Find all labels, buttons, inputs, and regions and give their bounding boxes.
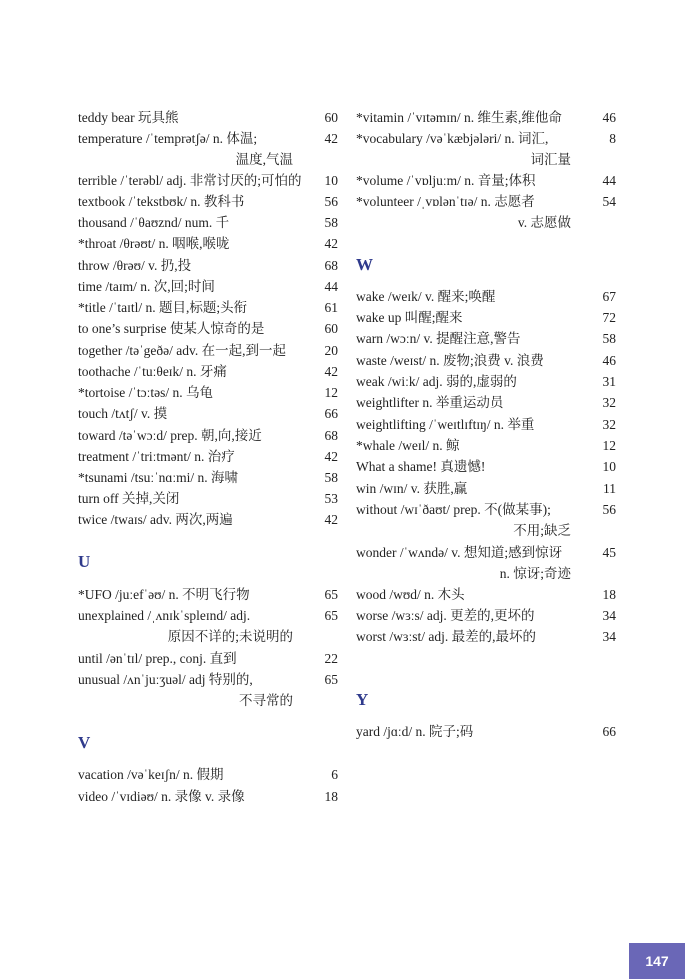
glossary-entry [78, 605, 338, 647]
glossary-entry [78, 446, 338, 467]
glossary-entry [78, 107, 338, 128]
entry-page: 42 [324, 364, 338, 379]
entry-continuation: 不寻常的 [239, 693, 293, 708]
entry-term: wake up 叫醒;醒来 [356, 310, 463, 325]
entry-page: 66 [602, 724, 616, 739]
entry-term: temperature /ˈtemprətʃə/ n. 体温; [78, 131, 258, 146]
entry-page: 72 [602, 310, 616, 325]
entry-page: 18 [602, 587, 616, 602]
entry-term: wood /wʊd/ n. 木头 [356, 587, 465, 602]
glossary-entry [78, 764, 338, 785]
entry-term: win /wɪn/ v. 获胜,赢 [356, 481, 468, 496]
entry-term: weightlifting /ˈweɪtlɪftɪŋ/ n. 举重 [356, 417, 535, 432]
entry-page: 66 [324, 406, 338, 421]
entry-page: 56 [324, 194, 338, 209]
glossary-entry [78, 786, 338, 807]
glossary-entry [78, 467, 338, 488]
entry-continuation: 温度,气温 [235, 152, 293, 167]
glossary-entry [356, 328, 616, 349]
entry-term: *whale /weɪl/ n. 鲸 [356, 438, 460, 453]
entry-page: 8 [609, 131, 616, 146]
section-letter-w: W [356, 255, 373, 274]
entry-term: time /taɪm/ n. 次,回;时间 [78, 279, 215, 294]
entry-term: weak /wiːk/ adj. 弱的,虚弱的 [356, 374, 517, 389]
glossary-entry [78, 361, 338, 382]
entry-page: 44 [602, 173, 616, 188]
glossary-entry [78, 648, 338, 669]
entry-page: 42 [324, 236, 338, 251]
glossary-entry [78, 382, 338, 403]
entry-page: 42 [324, 449, 338, 464]
glossary-entry [78, 340, 338, 361]
entry-term: *volunteer /ˌvɒlənˈtɪə/ n. 志愿者 [356, 194, 535, 209]
entry-term: *title /ˈtaɪtl/ n. 题目,标题;头衔 [78, 300, 248, 315]
entry-term: unusual /ʌnˈjuːʒuəl/ adj 特别的, [78, 672, 253, 687]
glossary-entry [78, 276, 338, 297]
entry-term: wonder /ˈwʌndə/ v. 想知道;感到惊讶 [356, 545, 563, 560]
entry-term: *vocabulary /vəˈkæbjələri/ n. 词汇, [356, 131, 549, 146]
glossary-entry [356, 107, 616, 128]
entry-continuation: n. 惊讶;奇迹 [499, 566, 571, 581]
glossary-entry [356, 499, 616, 541]
entry-term: *vitamin /ˈvɪtəmɪn/ n. 维生素,维他命 [356, 110, 562, 125]
entry-term: treatment /ˈtriːtmənt/ n. 治疗 [78, 449, 235, 464]
entry-term: video /ˈvɪdiəʊ/ n. 录像 v. 录像 [78, 789, 245, 804]
entry-page: 32 [602, 395, 616, 410]
entry-term: yard /jɑːd/ n. 院子;码 [356, 724, 474, 739]
entry-page: 60 [324, 110, 338, 125]
entry-page: 18 [324, 789, 338, 804]
entry-term: turn off 关掉,关闭 [78, 491, 180, 506]
entry-page: 56 [602, 502, 616, 517]
entry-term: unexplained /ˌʌnɪkˈspleɪnd/ adj. [78, 608, 251, 623]
glossary-entry [78, 170, 338, 191]
entry-page: 32 [602, 417, 616, 432]
glossary-entry [78, 584, 338, 605]
entry-term: toothache /ˈtuːθeɪk/ n. 牙痛 [78, 364, 227, 379]
entry-term: *tortoise /ˈtɔːtəs/ n. 乌龟 [78, 385, 213, 400]
entry-page: 42 [324, 512, 338, 527]
glossary-entry [78, 318, 338, 339]
entry-page: 65 [324, 672, 338, 687]
entry-term: waste /weɪst/ n. 废物;浪费 v. 浪费 [356, 353, 544, 368]
glossary-entry [356, 392, 616, 413]
glossary-entry [78, 255, 338, 276]
section-letter-v: V [78, 733, 91, 752]
entry-term: until /ənˈtɪl/ prep., conj. 直到 [78, 651, 237, 666]
glossary-entry [356, 128, 616, 170]
entry-term: vacation /vəˈkeɪʃn/ n. 假期 [78, 767, 224, 782]
entry-page: 45 [602, 545, 616, 560]
glossary-entry [78, 509, 338, 530]
entry-term: worst /wɜːst/ adj. 最差的,最坏的 [356, 629, 537, 644]
entry-page: 34 [602, 629, 616, 644]
entry-page: 67 [602, 289, 616, 304]
glossary-entry [78, 425, 338, 446]
page-number: 147 [629, 943, 685, 979]
entry-term: *UFO /juːefˈəʊ/ n. 不明飞行物 [78, 587, 250, 602]
entry-term: without /wɪˈðaʊt/ prep. 不(做某事); [356, 502, 551, 517]
entry-page: 20 [324, 343, 338, 358]
entry-term: *volume /ˈvɒljuːm/ n. 音量;体积 [356, 173, 536, 188]
entry-continuation: 词汇量 [530, 152, 571, 167]
entry-page: 10 [324, 173, 338, 188]
entry-page: 12 [602, 438, 616, 453]
entry-term: twice /twaɪs/ adv. 两次,两遍 [78, 512, 233, 527]
glossary-entry [356, 478, 616, 499]
entry-term: *throat /θrəʊt/ n. 咽喉,喉咙 [78, 236, 230, 251]
entry-term: thousand /ˈθaʊznd/ num. 千 [78, 215, 230, 230]
section-letter-u: U [78, 552, 91, 571]
entry-continuation: 不用;缺乏 [513, 523, 571, 538]
entry-page: 46 [602, 353, 616, 368]
entry-term: wake /weɪk/ v. 醒来;唤醒 [356, 289, 496, 304]
entry-page: 10 [602, 459, 616, 474]
entry-page: 31 [602, 374, 616, 389]
glossary-entry [356, 435, 616, 456]
glossary-entry [356, 371, 616, 392]
glossary-entry [78, 233, 338, 254]
glossary-entry [78, 212, 338, 233]
glossary-entry [356, 350, 616, 371]
glossary-entry [78, 488, 338, 509]
entry-continuation: v. 志愿做 [517, 215, 571, 230]
glossary-entry [78, 128, 338, 170]
entry-page: 11 [603, 481, 616, 496]
entry-page: 53 [324, 491, 338, 506]
entry-term: worse /wɜːs/ adj. 更差的,更坏的 [356, 608, 535, 623]
glossary-entry [356, 542, 616, 584]
entry-page: 42 [324, 131, 338, 146]
entry-term: toward /təˈwɔːd/ prep. 朝,向,接近 [78, 428, 262, 443]
entry-page: 6 [331, 767, 338, 782]
glossary-entry [356, 456, 616, 477]
entry-page: 65 [324, 608, 338, 623]
entry-term: terrible /ˈterəbl/ adj. 非常讨厌的;可怕的 [78, 173, 302, 188]
glossary-entry [356, 191, 616, 233]
glossary-entry [356, 605, 616, 626]
glossary-entry [78, 403, 338, 424]
entry-term: weightlifter n. 举重运动员 [356, 395, 504, 410]
entry-continuation: 原因不详的;未说明的 [167, 629, 293, 644]
entry-term: to one’s surprise 使某人惊奇的是 [78, 321, 265, 336]
entry-page: 65 [324, 587, 338, 602]
section-letter-y: Y [356, 690, 369, 709]
entry-page: 61 [324, 300, 338, 315]
entry-page: 58 [324, 215, 338, 230]
entry-page: 54 [602, 194, 616, 209]
entry-term: warn /wɔːn/ v. 提醒注意,警告 [356, 331, 521, 346]
glossary-entry [356, 626, 616, 647]
entry-page: 34 [602, 608, 616, 623]
entry-term: *tsunami /tsuːˈnɑːmi/ n. 海啸 [78, 470, 239, 485]
entry-page: 60 [324, 321, 338, 336]
glossary-entry [78, 191, 338, 212]
glossary-entry [356, 721, 616, 742]
entry-term: together /təˈgeðə/ adv. 在一起,到一起 [78, 343, 286, 358]
entry-page: 22 [324, 651, 338, 666]
glossary-entry [356, 414, 616, 435]
entry-page: 58 [324, 470, 338, 485]
entry-term: teddy bear 玩具熊 [78, 110, 179, 125]
entry-page: 12 [324, 385, 338, 400]
entry-term: touch /tʌtʃ/ v. 摸 [78, 406, 168, 421]
glossary-entry [356, 584, 616, 605]
entry-page: 68 [324, 258, 338, 273]
entry-page: 68 [324, 428, 338, 443]
entry-page: 44 [324, 279, 338, 294]
glossary-entry [78, 669, 338, 711]
entry-page: 46 [602, 110, 616, 125]
entry-term: throw /θrəʊ/ v. 扔,投 [78, 258, 192, 273]
glossary-entry [356, 286, 616, 307]
glossary-entry [78, 297, 338, 318]
entry-term: What a shame! 真遗憾! [356, 459, 486, 474]
glossary-entry [356, 170, 616, 191]
glossary-entry [356, 307, 616, 328]
entry-page: 58 [602, 331, 616, 346]
entry-term: textbook /ˈtekstbʊk/ n. 教科书 [78, 194, 245, 209]
